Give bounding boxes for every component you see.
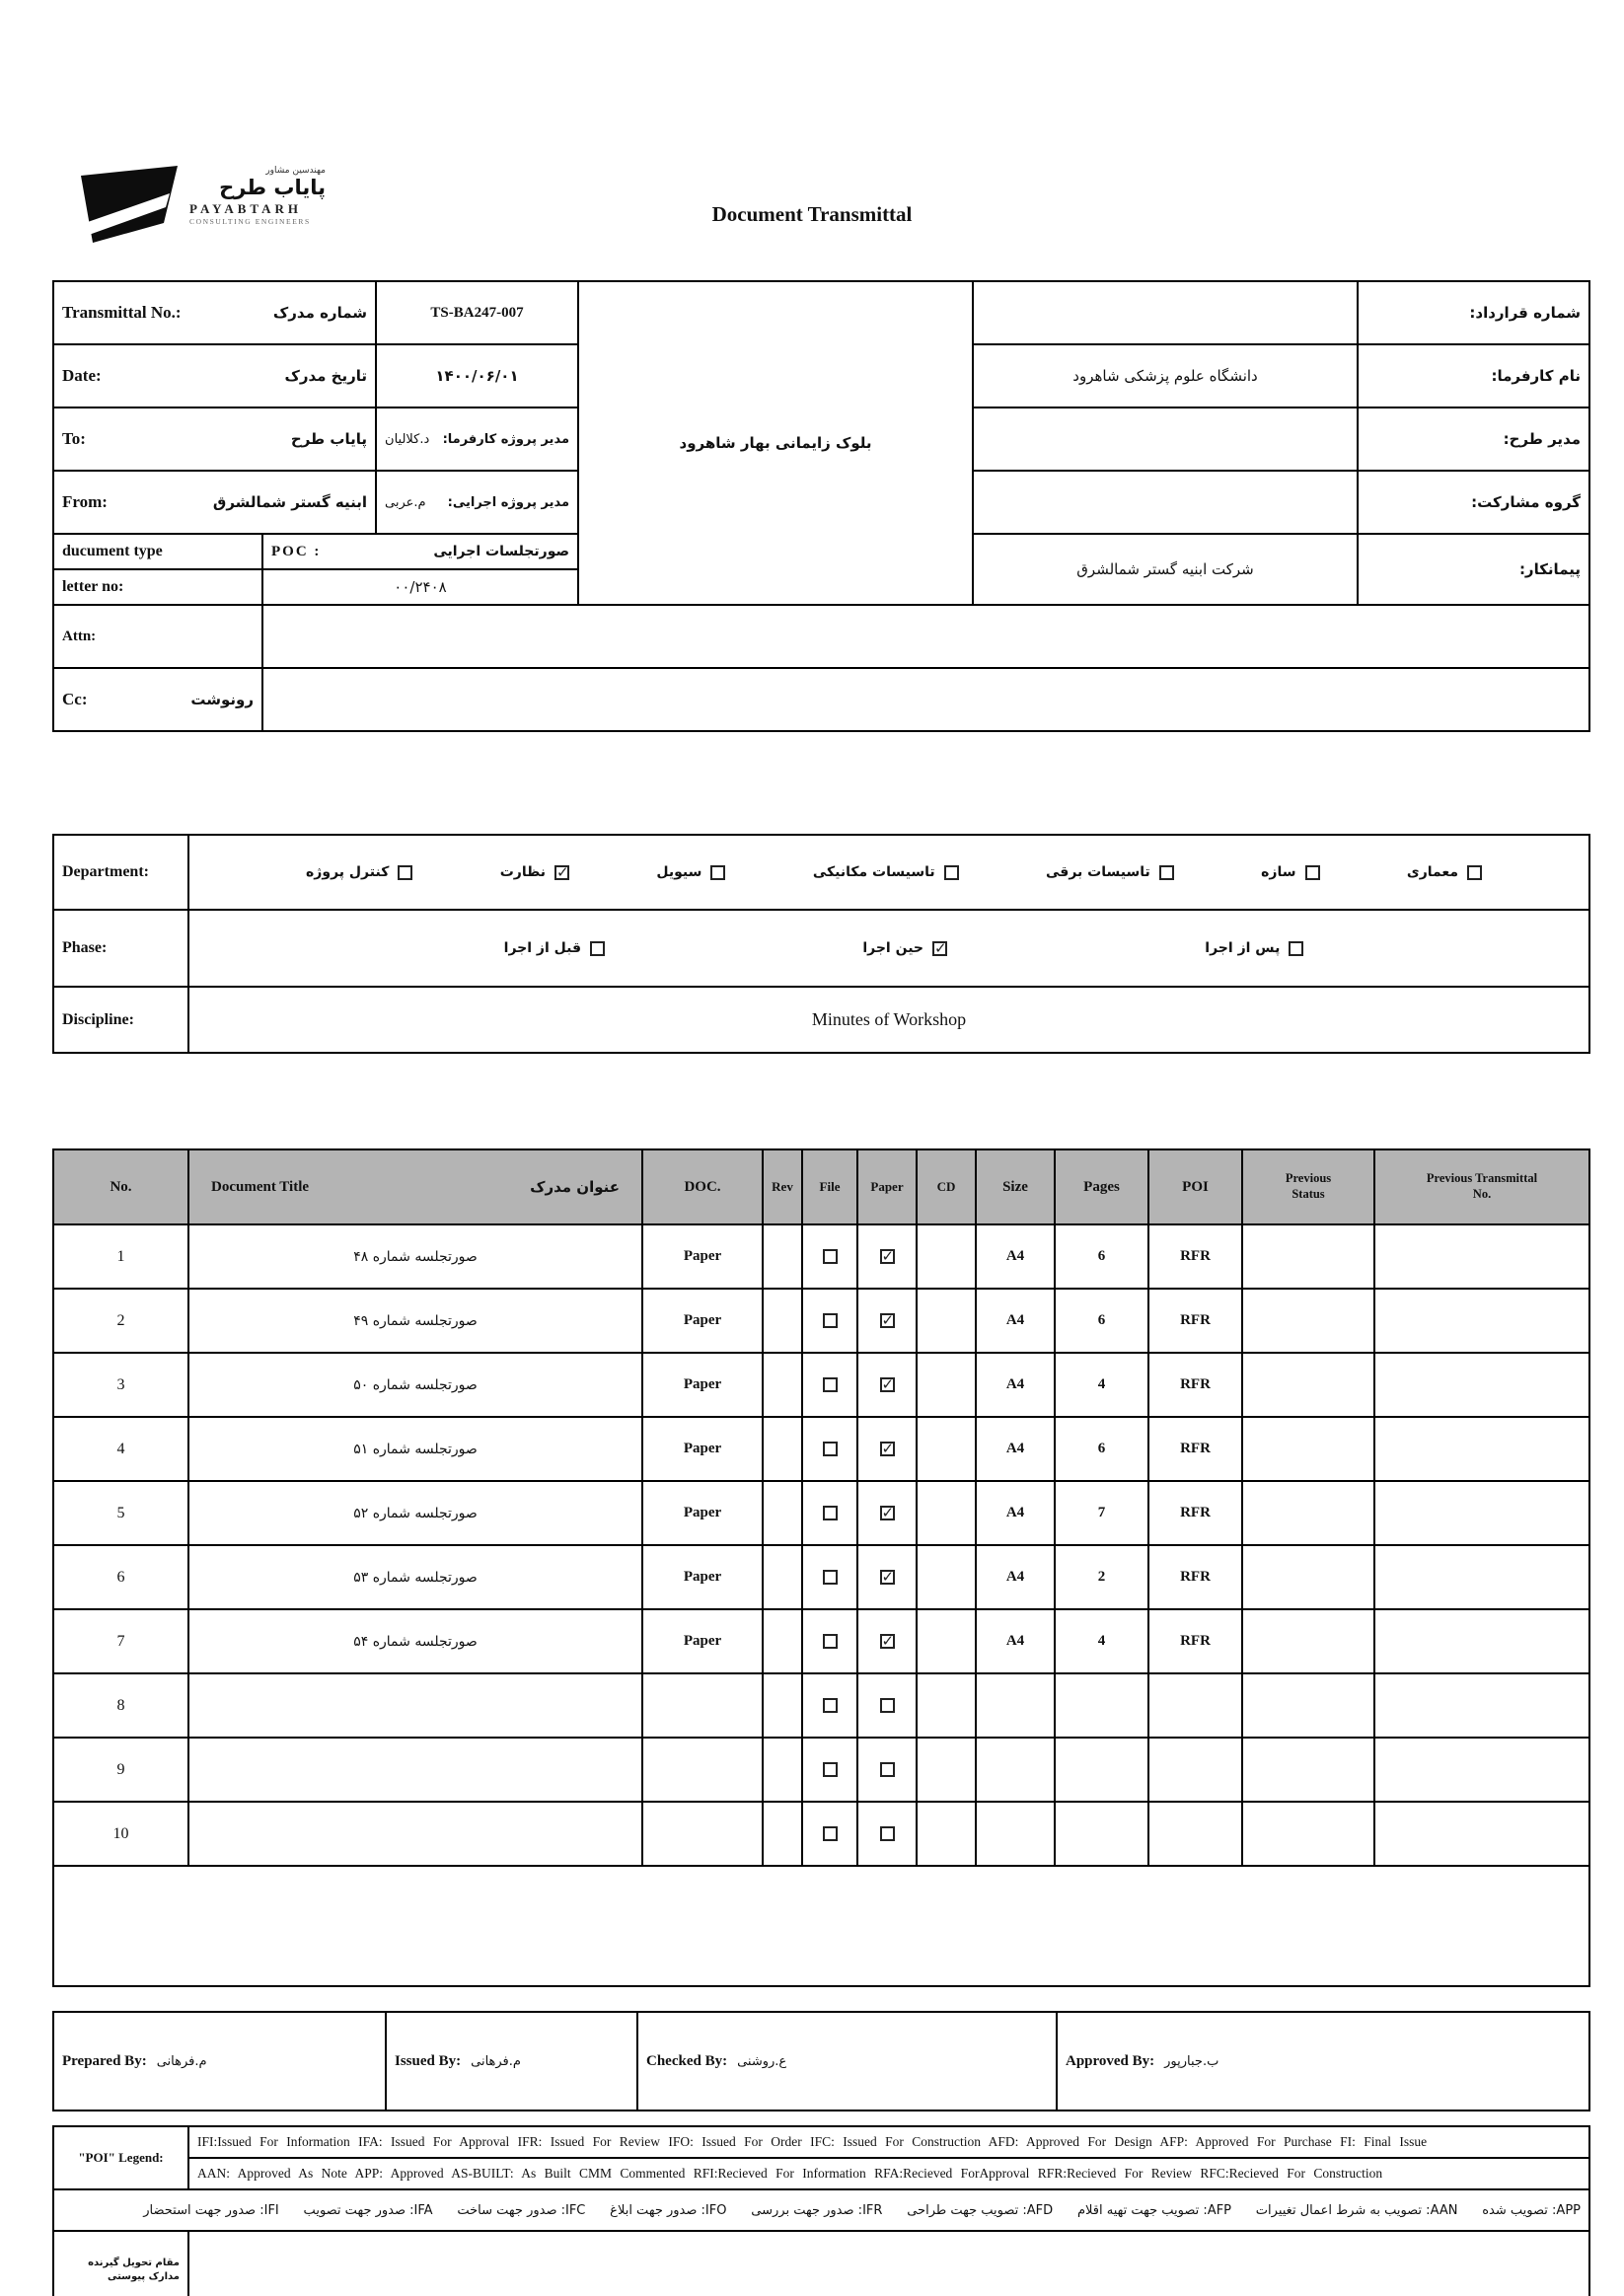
doc-row-paper-checkbox	[880, 1698, 895, 1713]
prepared-by-cell	[53, 2012, 386, 2111]
doc-row-prev-status	[1242, 1802, 1374, 1866]
doc-row-cd	[917, 1224, 976, 1289]
doc-row-cd	[917, 1417, 976, 1481]
employer-label: نام کارفرما:	[1358, 344, 1589, 407]
doc-row-prev-transmittal	[1374, 1353, 1589, 1417]
date-label-cell	[53, 344, 376, 407]
issued-by-label: Issued By:	[395, 2052, 462, 2069]
doc-row-poi	[1148, 1673, 1242, 1738]
contractor-value: شرکت ابنیه گستر شمالشرق	[973, 534, 1358, 605]
header-prev-status: Previous Status	[1242, 1149, 1374, 1224]
doc-row-pages: 6	[1055, 1417, 1148, 1481]
doc-row-pages	[1055, 1802, 1148, 1866]
header-size: Size	[976, 1149, 1055, 1224]
discipline-value: Minutes of Workshop	[188, 987, 1589, 1053]
department-option-label: تاسیسات مکانیکی	[812, 864, 935, 880]
discipline-label: Discipline:	[53, 987, 188, 1053]
cc-label-fa: رونوشت	[190, 691, 254, 708]
doc-row-prev-transmittal	[1374, 1802, 1589, 1866]
phase-checkbox	[932, 941, 947, 956]
exec-pm-value: م.عربی	[385, 494, 426, 510]
doc-row-file-checkbox	[823, 1570, 838, 1585]
doc-row-doc	[642, 1673, 763, 1738]
doc-row-file-checkbox	[823, 1249, 838, 1264]
doc-row-paper	[857, 1673, 917, 1738]
doc-row-rev	[763, 1353, 802, 1417]
department-option-label: سازه	[1261, 864, 1296, 880]
doc-row-file-checkbox	[823, 1826, 838, 1841]
doc-row-doc: Paper	[642, 1289, 763, 1353]
doc-row-cd	[917, 1545, 976, 1609]
attn-label: Attn:	[53, 605, 262, 668]
doc-row-title: صورتجلسه شماره ۵۲	[188, 1481, 642, 1545]
doc-row-prev-status	[1242, 1609, 1374, 1673]
from-value: ابنیه گستر شمالشرق	[212, 493, 368, 511]
doc-row-rev	[763, 1417, 802, 1481]
to-value: پایاب طرح	[290, 430, 368, 448]
doc-row-poi: RFR	[1148, 1417, 1242, 1481]
department-option	[1407, 864, 1482, 880]
doc-row-pages	[1055, 1738, 1148, 1802]
footer-fragment-line1: مقام تحویل گیرنده	[88, 2258, 180, 2268]
doc-row-file	[802, 1609, 857, 1673]
doc-row-file	[802, 1417, 857, 1481]
department-option	[1046, 864, 1174, 880]
doc-row-paper	[857, 1545, 917, 1609]
department-checkbox	[398, 865, 412, 880]
doc-row-prev-status	[1242, 1417, 1374, 1481]
doc-row	[53, 1673, 1589, 1738]
phase-option-label: حین اجرا	[862, 940, 924, 956]
date-label-fa: تاریخ مدرک	[284, 367, 368, 385]
doc-row-paper	[857, 1224, 917, 1289]
doc-row-no: 2	[53, 1289, 188, 1353]
phase-option	[1205, 940, 1303, 956]
header-title	[188, 1149, 642, 1224]
doc-row-title	[188, 1802, 642, 1866]
document-type-value-en: POC :	[271, 543, 322, 559]
doc-row-paper	[857, 1738, 917, 1802]
approved-by-label: Approved By:	[1066, 2052, 1155, 2069]
doc-row	[53, 1545, 1589, 1609]
doc-row-paper-checkbox	[880, 1762, 895, 1777]
doc-row-paper	[857, 1417, 917, 1481]
from-label: From:	[62, 492, 108, 511]
doc-table-empty-cell	[53, 1866, 1589, 1986]
exec-pm-label: مدیر پروژه اجرایی:	[447, 494, 570, 510]
doc-row-no: 6	[53, 1545, 188, 1609]
attn-value	[262, 605, 1589, 668]
doc-row-title: صورتجلسه شماره ۵۴	[188, 1609, 642, 1673]
department-checkbox	[944, 865, 959, 880]
jv-group-value	[973, 471, 1358, 534]
department-option-label: کنترل پروژه	[306, 864, 390, 880]
doc-row-doc: Paper	[642, 1609, 763, 1673]
doc-row-paper	[857, 1481, 917, 1545]
doc-row-paper	[857, 1289, 917, 1353]
doc-row-file-checkbox	[823, 1506, 838, 1520]
doc-row-pages: 6	[1055, 1224, 1148, 1289]
to-cell	[53, 407, 376, 471]
doc-row-doc: Paper	[642, 1353, 763, 1417]
issued-by-value: م.فرهانی	[471, 2053, 521, 2069]
doc-row	[53, 1802, 1589, 1866]
to-label: To:	[62, 429, 86, 448]
doc-row-prev-transmittal	[1374, 1289, 1589, 1353]
document-type-label: ducument type	[53, 534, 262, 569]
phase-options	[197, 940, 1581, 956]
doc-row-poi: RFR	[1148, 1289, 1242, 1353]
doc-row-paper-checkbox	[880, 1249, 895, 1264]
doc-row-file-checkbox	[823, 1762, 838, 1777]
approved-by-cell	[1057, 2012, 1589, 2111]
doc-row-prev-status	[1242, 1738, 1374, 1802]
header-cd: CD	[917, 1149, 976, 1224]
transmittal-info-table	[52, 280, 1590, 732]
logo-name-en: PAYABTARH	[189, 201, 303, 217]
phase-option-label: قبل از اجرا	[503, 940, 582, 956]
doc-row-prev-transmittal	[1374, 1738, 1589, 1802]
department-checkbox	[1305, 865, 1320, 880]
doc-row-prev-transmittal	[1374, 1545, 1589, 1609]
header-pages: Pages	[1055, 1149, 1148, 1224]
doc-row-size: A4	[976, 1481, 1055, 1545]
doc-row-title: صورتجلسه شماره ۴۹	[188, 1289, 642, 1353]
doc-row-pages: 2	[1055, 1545, 1148, 1609]
header-paper: Paper	[857, 1149, 917, 1224]
doc-row-rev	[763, 1481, 802, 1545]
department-option-label: سیویل	[656, 864, 702, 880]
logo-name-fa: پایاب طرح	[219, 176, 326, 199]
doc-row-doc: Paper	[642, 1417, 763, 1481]
doc-row-rev	[763, 1673, 802, 1738]
doc-row-pages	[1055, 1673, 1148, 1738]
phase-options-cell	[188, 910, 1589, 987]
doc-row-no: 8	[53, 1673, 188, 1738]
doc-row-prev-transmittal	[1374, 1481, 1589, 1545]
doc-row-doc	[642, 1738, 763, 1802]
doc-row-rev	[763, 1289, 802, 1353]
doc-row-prev-transmittal	[1374, 1609, 1589, 1673]
employer-value: دانشگاه علوم پزشکی شاهرود	[973, 344, 1358, 407]
page-title: Document Transmittal	[711, 202, 913, 226]
doc-row-cd	[917, 1289, 976, 1353]
doc-row-size	[976, 1802, 1055, 1866]
footer-empty-cell	[188, 2231, 1589, 2296]
client-pm-cell	[376, 407, 578, 471]
doc-row-paper-checkbox	[880, 1442, 895, 1456]
phase-checkbox	[1289, 941, 1303, 956]
doc-row-prev-status	[1242, 1545, 1374, 1609]
header-title-en: Document Title	[211, 1178, 310, 1195]
doc-row-file	[802, 1738, 857, 1802]
design-manager-value	[973, 407, 1358, 471]
client-pm-label: مدیر پروژه کارفرما:	[442, 431, 570, 447]
doc-row	[53, 1289, 1589, 1353]
doc-row-no: 10	[53, 1802, 188, 1866]
date-label-en: Date:	[62, 366, 102, 385]
doc-row-title: صورتجلسه شماره ۵۰	[188, 1353, 642, 1417]
poi-legend-table	[52, 2125, 1590, 2296]
doc-row-size: A4	[976, 1353, 1055, 1417]
header-title-fa: عنوان مدرک	[530, 1178, 620, 1196]
department-option	[1261, 864, 1319, 880]
project-name: بلوک زایمانی بهار شاهرود	[578, 281, 973, 605]
doc-row-prev-transmittal	[1374, 1673, 1589, 1738]
doc-row-size: A4	[976, 1417, 1055, 1481]
phase-label: Phase:	[53, 910, 188, 987]
poi-legend-line2: AAN: Approved As Note APP: Approved AS-BUILT: As Built CMM Commented RFI:Recieved For Information RFA:Recieved ForApproval RFR:Recieved For Review RFC:Recieved For Construction	[188, 2158, 1589, 2189]
prepared-by-value: م.فرهانی	[156, 2053, 207, 2069]
design-manager-label: مدیر طرح:	[1358, 407, 1589, 471]
doc-row-paper-checkbox	[880, 1313, 895, 1328]
transmittal-no-label-fa: شماره مدرک	[272, 304, 368, 322]
doc-row-doc: Paper	[642, 1481, 763, 1545]
classification-table	[52, 834, 1590, 1054]
department-options-cell	[188, 835, 1589, 910]
department-checkbox	[1159, 865, 1174, 880]
doc-row-prev-status	[1242, 1289, 1374, 1353]
doc-row-poi: RFR	[1148, 1545, 1242, 1609]
doc-row-doc	[642, 1802, 763, 1866]
doc-row-file	[802, 1481, 857, 1545]
doc-row-paper-checkbox	[880, 1634, 895, 1649]
department-option-label: معماری	[1406, 864, 1458, 880]
department-label: Department:	[53, 835, 188, 910]
poi-legend-line1: IFI:Issued For Information IFA: Issued For Approval IFR: Issued For Review IFO: Issued For Order IFC: Issued For Construction AFD: Approved For Design AFP: Approved For Purchase FI: Final Issue	[188, 2126, 1589, 2158]
transmittal-no-value: TS-BA247-007	[376, 281, 578, 344]
doc-row-file-checkbox	[823, 1442, 838, 1456]
doc-row-cd	[917, 1481, 976, 1545]
phase-option	[862, 940, 947, 956]
doc-row-poi	[1148, 1738, 1242, 1802]
approved-by-value: ب.جبارپور	[1164, 2053, 1219, 2069]
logo-subtitle-en: CONSULTING ENGINEERS	[189, 217, 311, 227]
doc-row-doc: Paper	[642, 1545, 763, 1609]
doc-row-size: A4	[976, 1609, 1055, 1673]
doc-row-cd	[917, 1802, 976, 1866]
doc-row-prev-status	[1242, 1673, 1374, 1738]
issued-by-cell	[386, 2012, 637, 2111]
doc-row	[53, 1481, 1589, 1545]
doc-row-title: صورتجلسه شماره ۵۳	[188, 1545, 642, 1609]
doc-row-rev	[763, 1224, 802, 1289]
doc-row-paper-checkbox	[880, 1826, 895, 1841]
date-value: ۱۴۰۰/۰۶/۰۱	[376, 344, 578, 407]
doc-row-cd	[917, 1609, 976, 1673]
footer-fragment-line2: مدارک پیوستی	[107, 2271, 180, 2282]
doc-row-prev-transmittal	[1374, 1417, 1589, 1481]
doc-row-no: 3	[53, 1353, 188, 1417]
header-file: File	[802, 1149, 857, 1224]
cc-cell	[53, 668, 262, 731]
phase-option-label: پس از اجرا	[1205, 940, 1281, 956]
doc-row-file	[802, 1353, 857, 1417]
prepared-by-label: Prepared By:	[62, 2052, 147, 2069]
transmittal-no-label-en: Transmittal No.:	[62, 303, 182, 322]
doc-row-pages: 4	[1055, 1609, 1148, 1673]
doc-row-rev	[763, 1802, 802, 1866]
doc-row-file-checkbox	[823, 1698, 838, 1713]
doc-row-cd	[917, 1738, 976, 1802]
doc-row-paper-checkbox	[880, 1570, 895, 1585]
doc-row-file	[802, 1289, 857, 1353]
letter-no-value: ۰۰/۲۴۰۸	[262, 569, 578, 605]
logo-tagline: مهندسین مشاور	[265, 166, 326, 176]
doc-row-paper-checkbox	[880, 1506, 895, 1520]
doc-row-file	[802, 1673, 857, 1738]
doc-table-empty-row	[53, 1866, 1589, 1986]
doc-row-poi: RFR	[1148, 1353, 1242, 1417]
doc-row-prev-status	[1242, 1481, 1374, 1545]
header-poi: POI	[1148, 1149, 1242, 1224]
department-option-label: نظارت	[499, 864, 547, 880]
doc-row-poi: RFR	[1148, 1224, 1242, 1289]
document-type-value-fa: صورتجلسات اجرایی	[433, 544, 570, 559]
doc-row	[53, 1417, 1589, 1481]
department-checkbox	[710, 865, 725, 880]
cc-label-en: Cc:	[62, 690, 88, 708]
doc-row-paper	[857, 1353, 917, 1417]
doc-row-rev	[763, 1738, 802, 1802]
doc-row-size: A4	[976, 1545, 1055, 1609]
doc-row-no: 9	[53, 1738, 188, 1802]
doc-row-cd	[917, 1673, 976, 1738]
doc-row-prev-status	[1242, 1353, 1374, 1417]
doc-row	[53, 1224, 1589, 1289]
department-option	[656, 864, 725, 880]
doc-row-size: A4	[976, 1224, 1055, 1289]
poi-legend-label: "POI" Legend:	[53, 2126, 188, 2189]
header-rev: Rev	[763, 1149, 802, 1224]
doc-row-size	[976, 1738, 1055, 1802]
doc-row-file	[802, 1802, 857, 1866]
contract-no-value	[973, 281, 1358, 344]
exec-pm-cell	[376, 471, 578, 534]
contractor-label: پیمانکار:	[1358, 534, 1589, 605]
doc-row-doc: Paper	[642, 1224, 763, 1289]
doc-row-prev-transmittal	[1374, 1224, 1589, 1289]
doc-row-no: 5	[53, 1481, 188, 1545]
doc-row	[53, 1738, 1589, 1802]
checked-by-label: Checked By:	[646, 2052, 728, 2069]
document-type-value-cell	[262, 534, 578, 569]
phase-option	[504, 940, 605, 956]
doc-row-file-checkbox	[823, 1634, 838, 1649]
doc-row-cd	[917, 1353, 976, 1417]
doc-row-pages: 7	[1055, 1481, 1148, 1545]
poi-legend-line-fa: APP: تصویب شده AAN: تصویب به شرط اعمال تغییرات AFP: تصویب جهت تهیه اقلام AFD: تصویب جهت طراحی IFR: صدور جهت بررسی IFO: صدور جهت ابلاغ IFC: صدور جهت ساخت IFA: صدور جهت تصویب IFI: صدور جهت استحضار	[53, 2189, 1589, 2231]
doc-row-file-checkbox	[823, 1377, 838, 1392]
department-checkbox	[554, 865, 569, 880]
doc-row-poi: RFR	[1148, 1609, 1242, 1673]
cc-value	[262, 668, 1589, 731]
jv-group-label: گروه مشارکت:	[1358, 471, 1589, 534]
department-option	[813, 864, 959, 880]
checked-by-value: ع.روشنی	[737, 2053, 787, 2069]
checked-by-cell	[637, 2012, 1057, 2111]
header-doc: DOC.	[642, 1149, 763, 1224]
document-table	[52, 1148, 1590, 1987]
doc-row-no: 1	[53, 1224, 188, 1289]
department-option	[500, 864, 569, 880]
doc-row-title: صورتجلسه شماره ۵۱	[188, 1417, 642, 1481]
doc-row-pages: 4	[1055, 1353, 1148, 1417]
department-checkbox	[1467, 865, 1482, 880]
doc-row-no: 4	[53, 1417, 188, 1481]
doc-row-poi: RFR	[1148, 1481, 1242, 1545]
doc-row-rev	[763, 1609, 802, 1673]
phase-checkbox	[590, 941, 605, 956]
doc-row-title	[188, 1738, 642, 1802]
doc-row-paper-checkbox	[880, 1377, 895, 1392]
contract-no-label: شماره قرارداد:	[1358, 281, 1589, 344]
from-cell	[53, 471, 376, 534]
doc-table-body	[53, 1224, 1589, 1986]
footer-fragment	[53, 2231, 188, 2296]
doc-row-title: صورتجلسه شماره ۴۸	[188, 1224, 642, 1289]
client-pm-value: د.کلالیان	[385, 431, 430, 447]
doc-row-file	[802, 1224, 857, 1289]
doc-row-size: A4	[976, 1289, 1055, 1353]
doc-row-no: 7	[53, 1609, 188, 1673]
department-option-label: تاسیسات برقی	[1046, 864, 1150, 880]
doc-row-rev	[763, 1545, 802, 1609]
doc-row-paper	[857, 1609, 917, 1673]
doc-row-paper	[857, 1802, 917, 1866]
signature-table	[52, 2011, 1590, 2111]
doc-row-file-checkbox	[823, 1313, 838, 1328]
department-option	[306, 864, 412, 880]
doc-row	[53, 1353, 1589, 1417]
department-options	[197, 864, 1581, 880]
letter-no-label: letter no:	[53, 569, 262, 605]
header-prev-transmittal: Previous Transmittal No.	[1374, 1149, 1589, 1224]
doc-row-pages: 6	[1055, 1289, 1148, 1353]
doc-row-title	[188, 1673, 642, 1738]
doc-row-prev-status	[1242, 1224, 1374, 1289]
doc-row-size	[976, 1673, 1055, 1738]
transmittal-no-label-cell	[53, 281, 376, 344]
header-no: No.	[53, 1149, 188, 1224]
doc-row	[53, 1609, 1589, 1673]
doc-row-poi	[1148, 1802, 1242, 1866]
doc-row-file	[802, 1545, 857, 1609]
